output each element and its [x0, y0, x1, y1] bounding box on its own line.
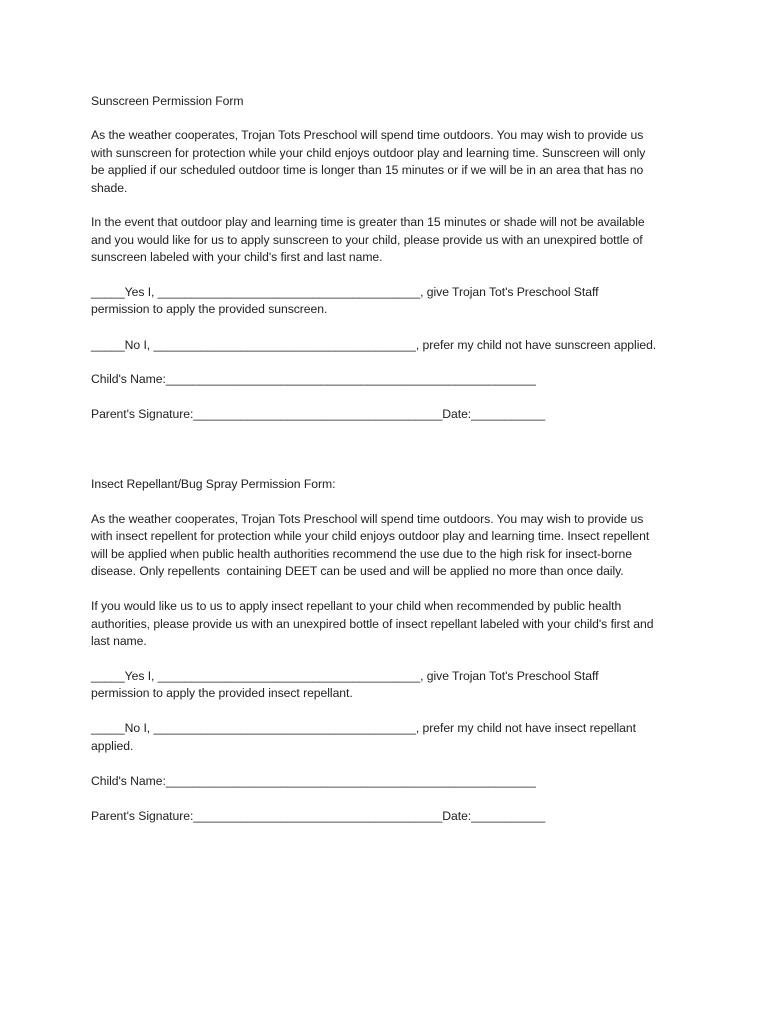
insect-intro-line: with insect repellent for protection while your child enjoys outdoor play and learning time. Insect repellent	[91, 529, 650, 543]
insect-no-line: applied.	[91, 739, 134, 753]
insect-yes-line[interactable]: _____Yes I, _______________________________________, give Trojan Tot's Preschool Staff	[91, 669, 599, 683]
insect-intro-line: As the weather cooperates, Trojan Tots Preschool will spend time outdoors. You may wish to provide us	[91, 512, 644, 526]
insect-request-line: last name.	[91, 634, 147, 648]
insect-no-line[interactable]: _____No I, _______________________________________, prefer my child not have insect repellant	[91, 721, 636, 735]
sunscreen-yes-line[interactable]: _____Yes I, _______________________________________, give Trojan Tot's Preschool Staff	[91, 285, 599, 299]
sunscreen-parent-signature-field[interactable]: Parent's Signature:_____________________________________Date:___________	[91, 407, 546, 421]
sunscreen-event-line: In the event that outdoor play and learning time is greater than 15 minutes or shade will not be available	[91, 215, 645, 229]
sunscreen-childs-name-field[interactable]: Child's Name:_______________________________________________________	[91, 372, 536, 386]
sunscreen-intro-line: shade.	[91, 181, 128, 195]
insect-request-line: authorities, please provide us with an unexpired bottle of insect repellant labeled with your child's first and	[91, 617, 654, 631]
insect-intro-line: will be applied when public health authorities recommend the use due to the high risk for insect-borne	[91, 547, 632, 561]
insect-intro-line: disease. Only repellents containing DEET can be used and will be applied no more than once daily.	[91, 564, 624, 578]
insect-yes-line: permission to apply the provided insect repellant.	[91, 686, 353, 700]
sunscreen-form-title: Sunscreen Permission Form	[91, 94, 244, 108]
sunscreen-intro-line: As the weather cooperates, Trojan Tots Preschool will spend time outdoors. You may wish to provide us	[91, 128, 644, 142]
sunscreen-event-line: sunscreen labeled with your child's first and last name.	[91, 250, 383, 264]
sunscreen-intro-line: with sunscreen for protection while your child enjoys outdoor play and learning time. Sunscreen will only	[91, 146, 646, 160]
sunscreen-yes-line: permission to apply the provided sunscreen.	[91, 302, 328, 316]
sunscreen-no-line[interactable]: _____No I, _______________________________________, prefer my child not have sunscreen applied.	[91, 338, 657, 352]
insect-childs-name-field[interactable]: Child's Name:_______________________________________________________	[91, 774, 536, 788]
sunscreen-intro-line: be applied if our scheduled outdoor time is longer than 15 minutes or if we will be in an area that has no	[91, 163, 644, 177]
insect-request-line: If you would like us to us to apply insect repellant to your child when recommended by public health	[91, 599, 622, 613]
sunscreen-event-line: and you would like for us to apply sunscreen to your child, please provide us with an unexpired bottle of	[91, 233, 643, 247]
insect-parent-signature-field[interactable]: Parent's Signature:_____________________________________Date:___________	[91, 809, 546, 823]
insect-form-title: Insect Repellant/Bug Spray Permission Form:	[91, 477, 336, 491]
